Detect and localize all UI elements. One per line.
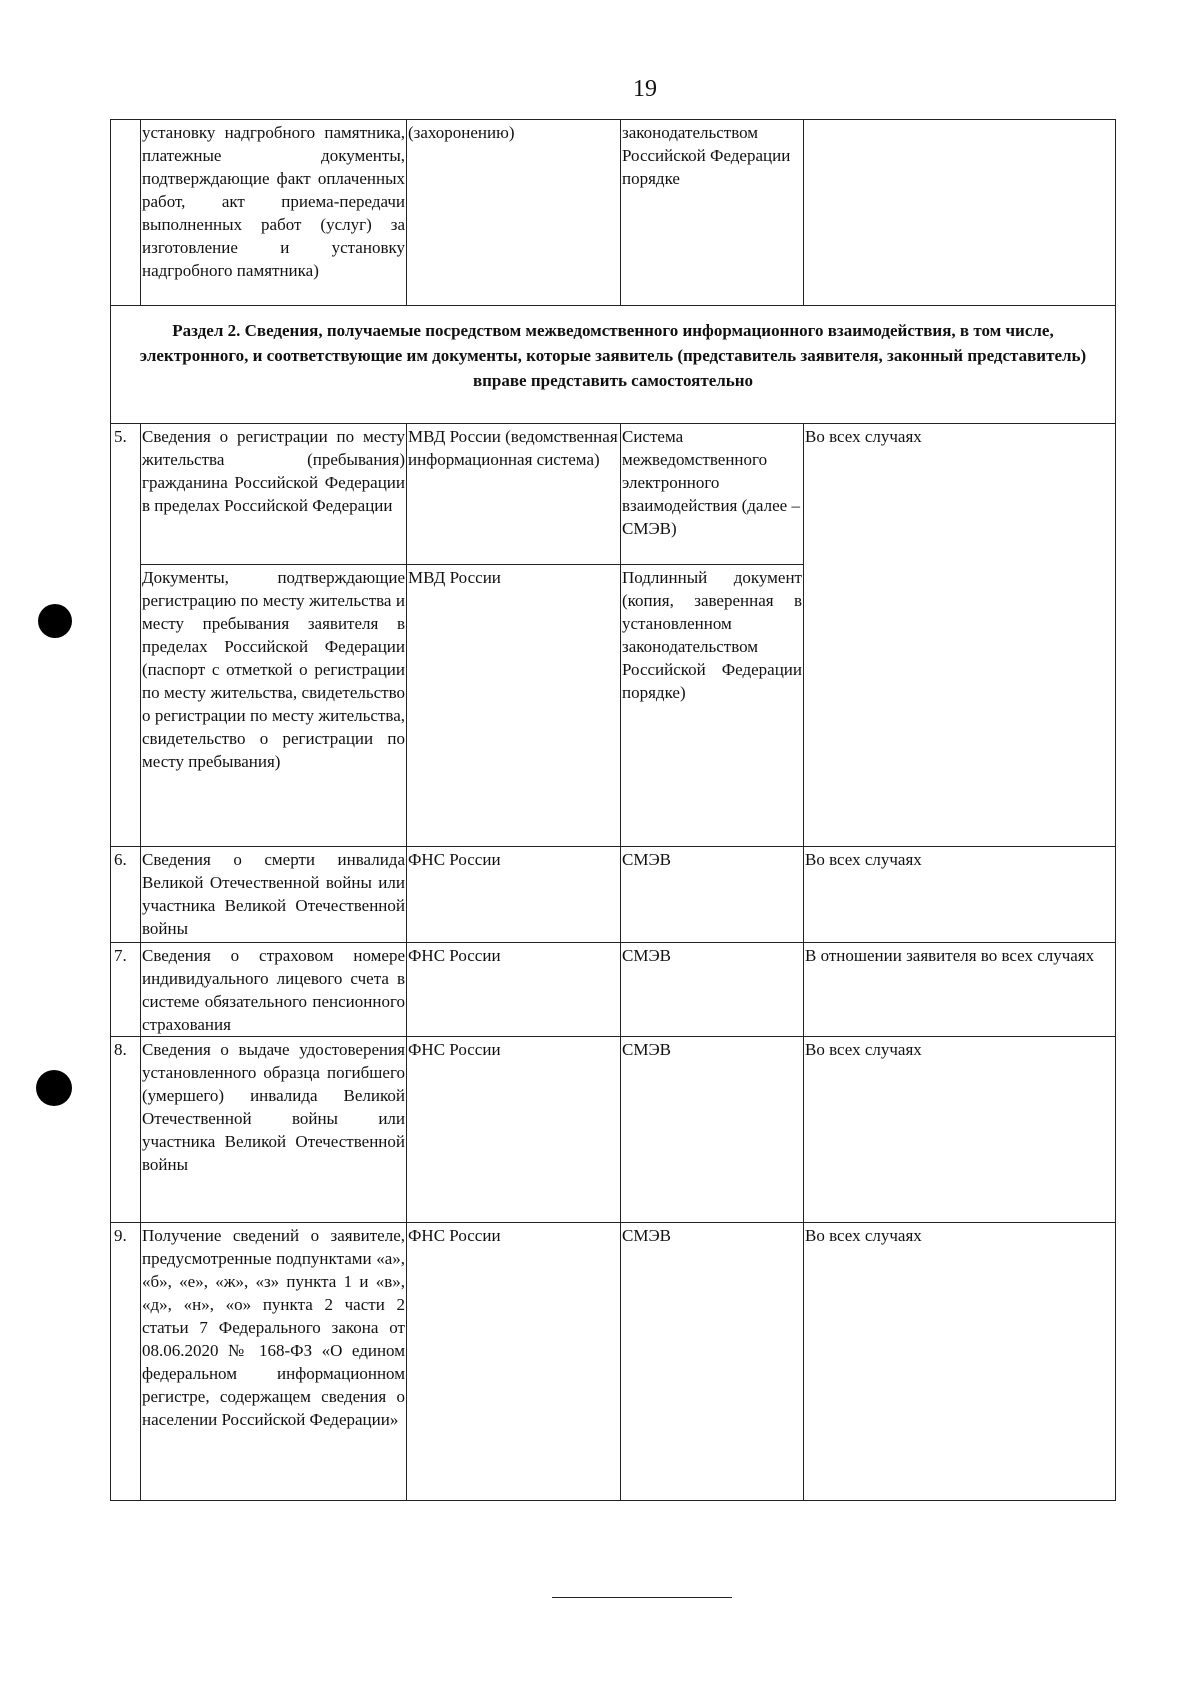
organization-cell: (захоронению) (407, 120, 621, 306)
organization-cell: МВД России (ведомственная информационная система) (407, 424, 621, 565)
condition-cell (804, 120, 1116, 306)
organization-cell: ФНС России (407, 943, 621, 1037)
organization-cell: ФНС России (407, 1037, 621, 1223)
document-cell: Сведения о смерти инвалида Великой Отечественной войны или участника Великой Отечественной войны (141, 847, 407, 943)
submission-form-cell: СМЭВ (621, 1037, 804, 1223)
table-row (111, 424, 1116, 565)
page-number: 19 (633, 76, 657, 102)
table-row (111, 943, 1116, 1037)
binder-hole-mark (36, 1070, 72, 1106)
end-of-page-rule (552, 1597, 732, 1598)
condition-cell: В отношении заявителя во всех случаях (804, 943, 1116, 1037)
table-row (111, 1037, 1116, 1223)
row-number: 6. (111, 847, 141, 943)
condition-cell: Во всех случаях (804, 1037, 1116, 1223)
row-number: 9. (111, 1223, 141, 1501)
row-number-cell (111, 120, 141, 306)
condition-cell: Во всех случаях (804, 424, 1116, 847)
document-cell: Документы, подтверждающие регистрацию по месту жительства и месту пребывания заявителя в пределах Российской Федерации (паспорт с отметкой о регистрации по месту жительства, свидетельство о регистрации по месту жительства, свидетельство о регистрации по месту пребывания) (141, 565, 407, 847)
documents-table (110, 119, 1116, 1501)
organization-cell: МВД России (407, 565, 621, 847)
document-cell: Сведения о регистрации по месту жительства (пребывания) гражданина Российской Федерации в пределах Российской Федерации (141, 424, 407, 565)
table-row (111, 847, 1116, 943)
row-number: 7. (111, 943, 141, 1037)
submission-form-cell: СМЭВ (621, 1223, 804, 1501)
document-cell: Сведения о выдаче удостоверения установленного образца погибшего (умершего) инвалида Великой Отечественной войны или участника Великой Отечественной войны (141, 1037, 407, 1223)
row-number: 8. (111, 1037, 141, 1223)
submission-form-cell: СМЭВ (621, 943, 804, 1037)
submission-form-cell: Подлинный документ (копия, заверенная в установленном законодательством Российской Федерации порядке) (621, 565, 804, 847)
table-row-continuation (111, 120, 1116, 306)
submission-form-cell: законодательством Российской Федерации порядке (621, 120, 804, 306)
document-cell: Сведения о страховом номере индивидуального лицевого счета в системе обязательного пенсионного страхования (141, 943, 407, 1037)
submission-form-cell: Система межведомственного электронного взаимодействия (далее – СМЭВ) (621, 424, 804, 565)
section-2-title: Раздел 2. Сведения, получаемые посредством межведомственного информационного взаимодействия, в том числе, электронного, и соответствующие им документы, которые заявитель (представитель заявителя, законный представитель) вправе представить самостоятельно (111, 306, 1116, 424)
row-number: 5. (111, 424, 141, 847)
document-cell: установку надгробного памятника, платежные документы, подтверждающие факт оплаченных работ, акт приема-передачи выполненных работ (услуг) за изготовление и установку надгробного памятника) (141, 120, 407, 306)
submission-form-cell: СМЭВ (621, 847, 804, 943)
condition-cell: Во всех случаях (804, 847, 1116, 943)
document-cell: Получение сведений о заявителе, предусмотренные подпунктами «а», «б», «е», «ж», «з» пункта 1 и «в», «д», «н», «о» пункта 2 части 2 статьи 7 Федерального закона от 08.06.2020 № 168-ФЗ «О едином федеральном информационном регистре, содержащем сведения о населении Российской Федерации» (141, 1223, 407, 1501)
organization-cell: ФНС России (407, 1223, 621, 1501)
condition-cell: Во всех случаях (804, 1223, 1116, 1501)
table-row (111, 1223, 1116, 1501)
binder-hole-mark (38, 604, 72, 638)
organization-cell: ФНС России (407, 847, 621, 943)
section-header-row (111, 306, 1116, 424)
